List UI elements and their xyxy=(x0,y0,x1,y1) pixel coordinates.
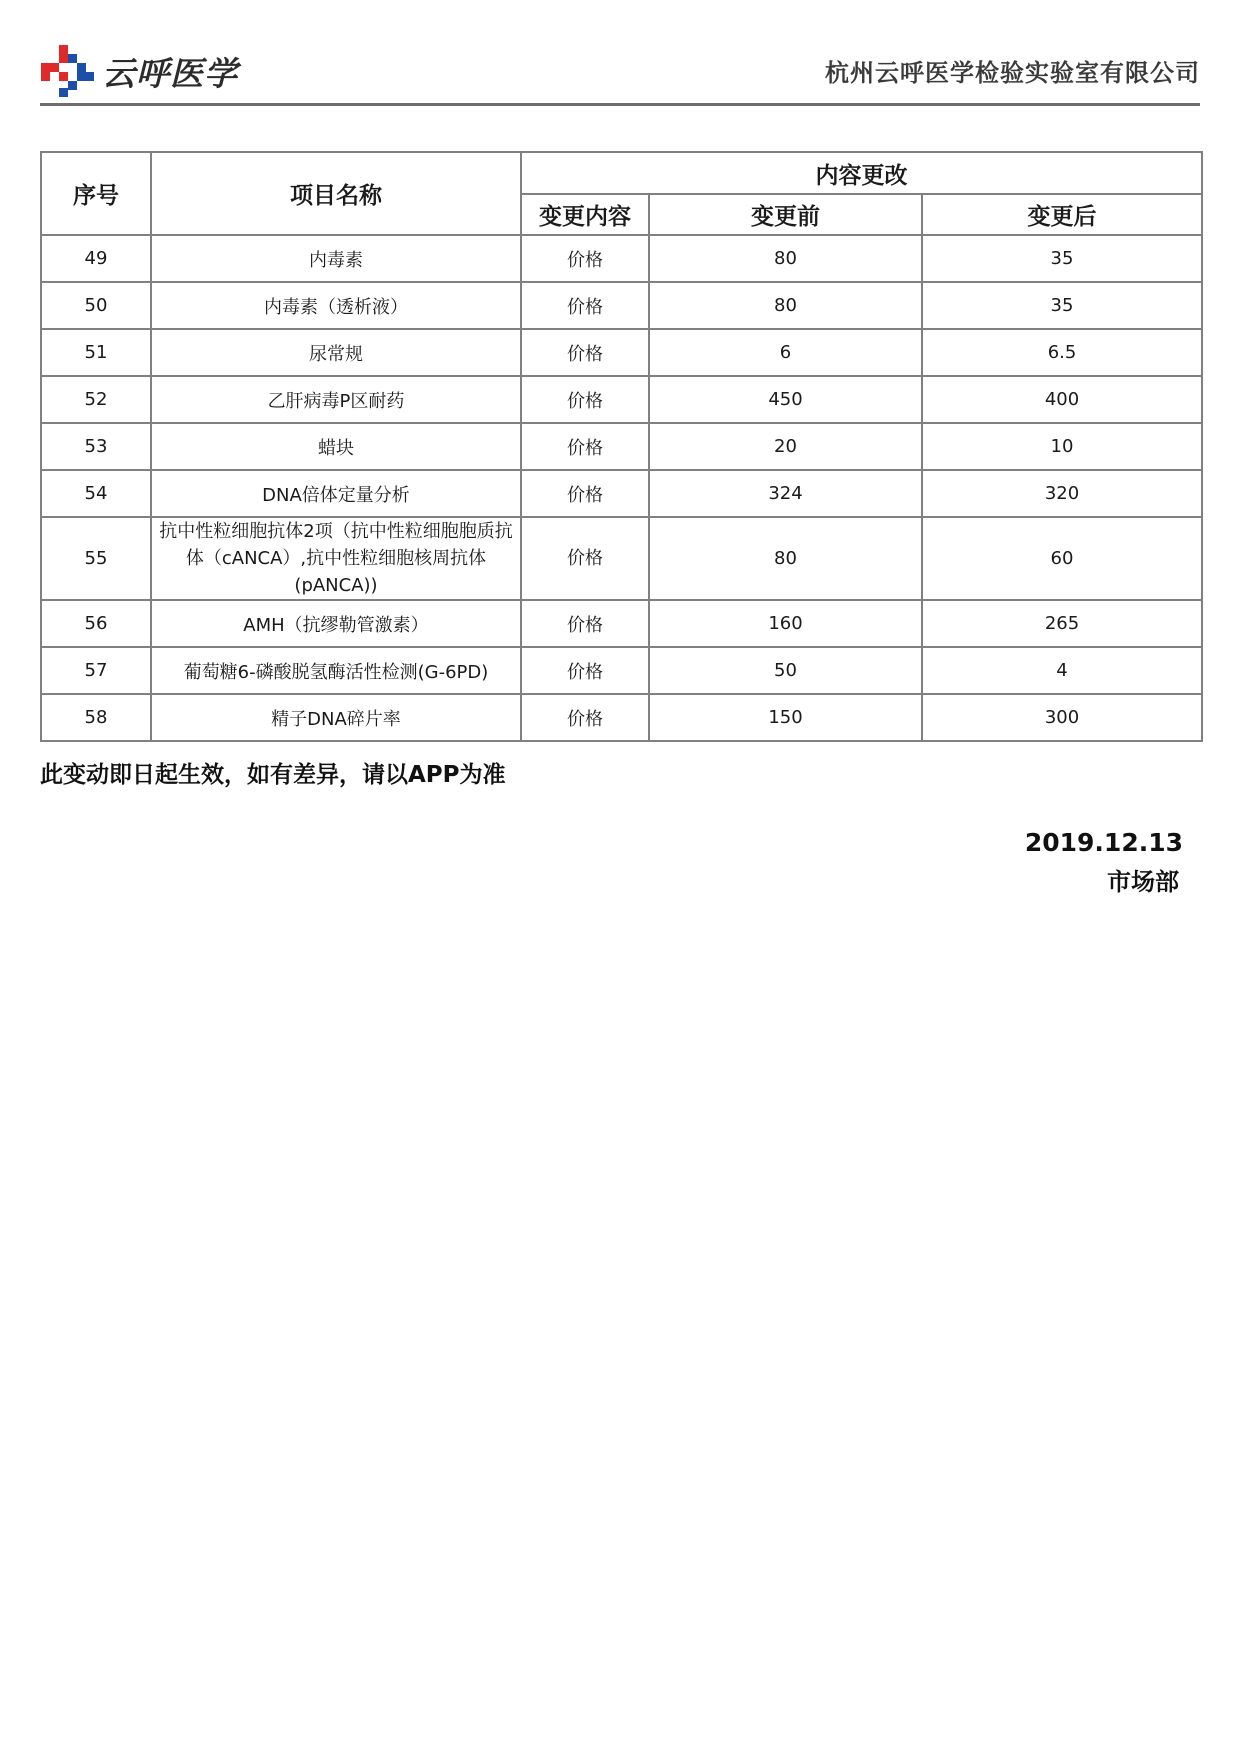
header-change-field: 变更内容 xyxy=(521,194,649,235)
table-row xyxy=(41,600,1202,647)
cell-change-field: 价格 xyxy=(521,647,649,694)
cell-before: 80 xyxy=(649,235,922,282)
table-row xyxy=(41,470,1202,517)
cell-item-name: 蜡块 xyxy=(151,423,521,470)
table-row xyxy=(41,517,1202,600)
cell-change-field: 价格 xyxy=(521,423,649,470)
cell-after: 10 xyxy=(922,423,1202,470)
cell-seq: 56 xyxy=(41,600,151,647)
cell-item-name: 乙肝病毒P区耐药 xyxy=(151,376,521,423)
header-seq: 序号 xyxy=(41,152,151,235)
price-change-table xyxy=(40,151,1203,742)
logo-text: 云呼医学 xyxy=(102,53,238,93)
cell-before: 20 xyxy=(649,423,922,470)
cell-item-name: 葡萄糖6-磷酸脱氢酶活性检测(G-6PD) xyxy=(151,647,521,694)
cell-seq: 49 xyxy=(41,235,151,282)
cell-after: 400 xyxy=(922,376,1202,423)
cell-after: 35 xyxy=(922,282,1202,329)
department-signature: 市场部 xyxy=(1107,868,1179,896)
table-row xyxy=(41,647,1202,694)
table-row xyxy=(41,235,1202,282)
cell-item-name: 抗中性粒细胞抗体2项（抗中性粒细胞胞质抗体（cANCA）,抗中性粒细胞核周抗体(pANCA)) xyxy=(151,517,521,600)
cell-after: 300 xyxy=(922,694,1202,741)
cell-item-name: 内毒素（透析液） xyxy=(151,282,521,329)
cell-before: 80 xyxy=(649,517,922,600)
cell-change-field: 价格 xyxy=(521,282,649,329)
cell-before: 160 xyxy=(649,600,922,647)
cell-seq: 58 xyxy=(41,694,151,741)
cell-change-field: 价格 xyxy=(521,329,649,376)
cell-item-name: 尿常规 xyxy=(151,329,521,376)
cell-after: 60 xyxy=(922,517,1202,600)
header-item-name: 项目名称 xyxy=(151,152,521,235)
company-logo xyxy=(40,44,238,98)
cell-change-field: 价格 xyxy=(521,694,649,741)
table-row xyxy=(41,282,1202,329)
effective-notice: 此变动即日起生效，如有差异，请以APP为准 xyxy=(40,762,506,788)
cell-seq: 52 xyxy=(41,376,151,423)
cell-seq: 57 xyxy=(41,647,151,694)
table-row xyxy=(41,694,1202,741)
cell-item-name: 内毒素 xyxy=(151,235,521,282)
cell-before: 50 xyxy=(649,647,922,694)
cell-seq: 53 xyxy=(41,423,151,470)
cell-item-name: AMH（抗缪勒管激素） xyxy=(151,600,521,647)
cell-before: 150 xyxy=(649,694,922,741)
table-row xyxy=(41,329,1202,376)
cell-before: 6 xyxy=(649,329,922,376)
company-name: 杭州云呼医学检验实验室有限公司 xyxy=(825,59,1200,87)
header-before: 变更前 xyxy=(649,194,922,235)
cell-before: 324 xyxy=(649,470,922,517)
cell-seq: 55 xyxy=(41,517,151,600)
cell-after: 6.5 xyxy=(922,329,1202,376)
cell-item-name: 精子DNA碎片率 xyxy=(151,694,521,741)
cell-before: 450 xyxy=(649,376,922,423)
cell-seq: 51 xyxy=(41,329,151,376)
cell-after: 4 xyxy=(922,647,1202,694)
cell-after: 320 xyxy=(922,470,1202,517)
cell-change-field: 价格 xyxy=(521,376,649,423)
cell-change-field: 价格 xyxy=(521,600,649,647)
cell-seq: 50 xyxy=(41,282,151,329)
cell-change-field: 价格 xyxy=(521,470,649,517)
cell-after: 35 xyxy=(922,235,1202,282)
cell-change-field: 价格 xyxy=(521,517,649,600)
issue-date: 2019.12.13 xyxy=(1024,828,1183,857)
table-row xyxy=(41,423,1202,470)
cell-after: 265 xyxy=(922,600,1202,647)
cell-before: 80 xyxy=(649,282,922,329)
page-header xyxy=(40,40,1200,106)
cell-item-name: DNA倍体定量分析 xyxy=(151,470,521,517)
header-content-change: 内容更改 xyxy=(521,152,1202,194)
cell-seq: 54 xyxy=(41,470,151,517)
cell-change-field: 价格 xyxy=(521,235,649,282)
table-row xyxy=(41,376,1202,423)
header-after: 变更后 xyxy=(922,194,1202,235)
cross-logo-icon xyxy=(40,45,94,97)
